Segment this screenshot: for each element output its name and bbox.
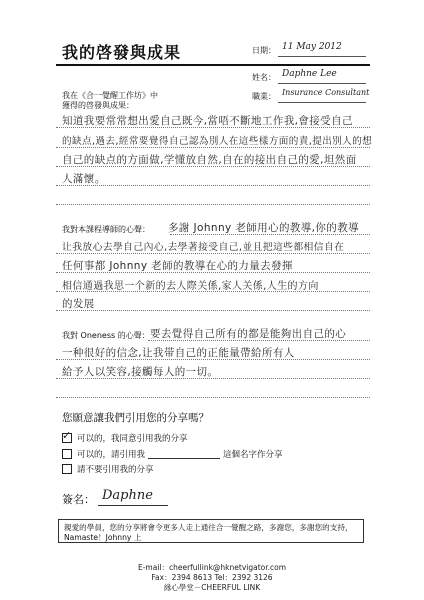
share-question: 您願意讓我們引用您的分享嗎？ <box>62 412 209 424</box>
share-option-2[interactable] <box>62 448 283 460</box>
share-option-1[interactable] <box>62 429 188 444</box>
option-label-pre: 可以的，請引用我 <box>77 450 146 460</box>
name-label: 姓名： <box>252 73 276 82</box>
handwritten-line: 自己的缺点的方面做,学懂放自然,自在的接出自己的愛,坦然面 <box>62 154 357 166</box>
date-value: 11 May 2012 <box>282 42 342 52</box>
note-line-1: 親愛的學員，您的分享將會令更多人走上通往合一覺醒之路，多謝您，多謝您的支持， <box>64 523 353 532</box>
handwritten-line: 一种很好的信念,让我带自己的正能量帶給所有人 <box>62 347 295 359</box>
handwritten-line: 的缺点,過去,經常要覺得自己認為別人在這些樣方面的責,提出別人的想 <box>62 136 373 147</box>
job-value: Insurance Consultant <box>282 88 370 97</box>
ruled-line <box>56 204 370 205</box>
date-label: 日期： <box>252 46 276 55</box>
signature-line <box>98 505 168 506</box>
note-line-2: Namaste！Johnny 上 <box>64 532 142 542</box>
option-label-post: 這個名字作分享 <box>223 450 283 460</box>
thank-you-note <box>58 519 364 543</box>
job-label: 職業： <box>252 92 276 101</box>
ruled-line <box>56 397 370 398</box>
option-label: 可以的，我同意引用我的分享 <box>77 434 188 444</box>
handwritten-line: 知道我要常常想出愛自己既今,當唔不斷地工作我,會接受自己 <box>62 115 353 127</box>
job-field-line <box>278 102 366 103</box>
option-label: 請不要引用我的分享 <box>77 465 154 475</box>
ruled-line <box>56 310 370 311</box>
section1-prompt: 獲得的啓發與成果： <box>62 101 134 110</box>
section2-prompt: 我對本課程導師的心聲： <box>62 225 150 234</box>
date-field-line <box>278 56 366 57</box>
checkmark-icon: ✓ <box>62 429 72 442</box>
section3-prompt: 我對 Oneness 的心聲： <box>62 331 150 340</box>
footer-org: 緣心學堂－CHEERFUL LINK <box>163 583 261 592</box>
section1-intro: 我在《合一覺醒工作坊》中 <box>62 91 158 100</box>
title-rule <box>56 64 370 66</box>
ruled-line <box>56 253 370 254</box>
checkbox-checked[interactable] <box>62 429 72 443</box>
footer-email: E-mail：cheerfullink@hknetvigator.com <box>137 563 287 572</box>
name-value: Daphne Lee <box>282 69 337 79</box>
checkbox[interactable] <box>62 464 72 474</box>
signature-label: 簽名： <box>62 493 95 506</box>
footer-phone: Fax：2394 8613 Tel：2392 3126 <box>151 573 273 582</box>
handwritten-line: 要去覺得自己所有的都是能夠出自己的心 <box>150 328 347 340</box>
handwritten-line: 的发展 <box>62 298 95 310</box>
share-option-3[interactable] <box>62 463 154 475</box>
handwritten-line: 让我放心去學自己內心,去學著接受自己,並且把這些都相信自在 <box>62 242 345 253</box>
handwritten-line: 任何事都 Johnny 老師的教導在心的力量去發揮 <box>62 260 293 272</box>
signature-value: Daphne <box>102 488 153 503</box>
name-field-line <box>278 83 366 84</box>
page-title: 我的啓發與成果 <box>62 43 182 62</box>
handwritten-line: 人滿懷。 <box>62 173 106 185</box>
handwritten-line: 相信通過我思一个新的去人際关係,家人关係,人生的方向 <box>62 281 319 292</box>
handwritten-line: 多謝 Johnny 老師用心的教導,你的教導 <box>168 222 360 234</box>
ruled-line <box>56 147 370 148</box>
checkbox[interactable] <box>62 449 72 459</box>
alias-name-field[interactable] <box>148 450 220 459</box>
handwritten-line: 給予人以笑容,接觸每人的一切。 <box>62 366 219 378</box>
